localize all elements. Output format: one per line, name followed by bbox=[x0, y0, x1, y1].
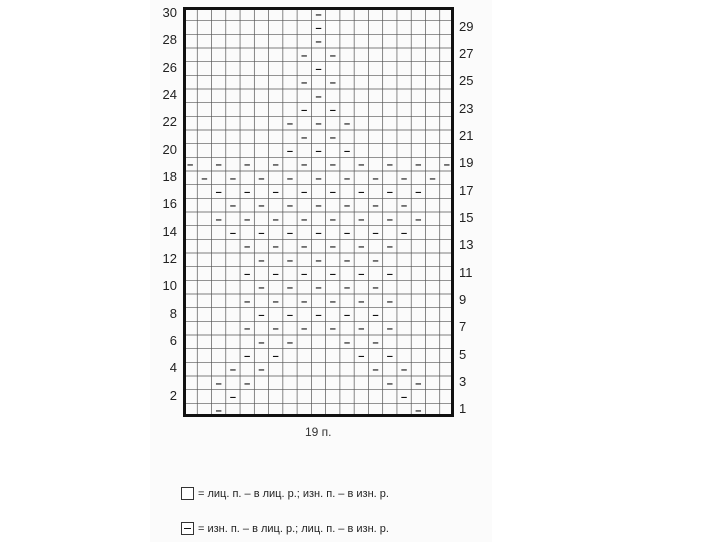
purl-stitch-mark: – bbox=[244, 295, 251, 308]
purl-stitch-mark: – bbox=[401, 200, 408, 213]
purl-stitch-mark: – bbox=[315, 254, 322, 267]
purl-stitch-mark: – bbox=[229, 172, 236, 185]
purl-stitch-mark: – bbox=[244, 159, 251, 172]
purl-stitch-mark: – bbox=[372, 336, 379, 349]
purl-cell-icon bbox=[181, 522, 194, 535]
purl-stitch-mark: – bbox=[329, 323, 336, 336]
purl-stitch-mark: – bbox=[301, 295, 308, 308]
purl-stitch-mark: – bbox=[215, 159, 222, 172]
purl-stitch-mark: – bbox=[386, 213, 393, 226]
legend-purl bbox=[181, 522, 389, 535]
purl-stitch-mark: – bbox=[315, 90, 322, 103]
row-number-right: 21 bbox=[459, 127, 474, 143]
purl-stitch-mark: – bbox=[329, 268, 336, 281]
purl-stitch-mark: – bbox=[286, 172, 294, 185]
purl-stitch-mark: – bbox=[315, 63, 322, 76]
purl-stitch-mark: – bbox=[401, 391, 408, 404]
purl-stitch-mark: – bbox=[343, 254, 351, 267]
row-number-right: 13 bbox=[459, 237, 474, 253]
purl-stitch-mark: – bbox=[244, 241, 251, 254]
purl-stitch-mark: – bbox=[244, 268, 251, 281]
purl-stitch-mark: – bbox=[415, 186, 422, 199]
empty-cell-icon bbox=[181, 487, 194, 500]
purl-stitch-mark: – bbox=[258, 172, 265, 185]
purl-stitch-mark: – bbox=[301, 131, 308, 144]
row-number-left: 26 bbox=[162, 59, 177, 75]
purl-stitch-mark: – bbox=[415, 377, 422, 390]
row-number-right: 11 bbox=[459, 264, 473, 280]
purl-stitch-mark: – bbox=[429, 172, 436, 185]
purl-stitch-mark: – bbox=[358, 350, 365, 363]
row-number-right: 27 bbox=[459, 45, 474, 61]
purl-stitch-mark: – bbox=[372, 254, 379, 267]
purl-stitch-mark: – bbox=[386, 268, 393, 281]
row-number-right: 7 bbox=[459, 319, 467, 335]
legend-purl-text: = изн. п. – в лиц. р.; лиц. п. – в изн. р. bbox=[198, 522, 389, 535]
purl-stitch-mark: – bbox=[258, 254, 265, 267]
row-number-right: 19 bbox=[459, 155, 474, 171]
purl-stitch-mark: – bbox=[372, 172, 379, 185]
purl-stitch-mark: – bbox=[358, 241, 365, 254]
purl-stitch-mark: – bbox=[286, 227, 294, 240]
legend-knit-text: = лиц. п. – в лиц. р.; изн. п. – в изн. р. bbox=[198, 487, 389, 500]
purl-stitch-mark: – bbox=[272, 241, 279, 254]
purl-stitch-mark: – bbox=[372, 200, 379, 213]
row-number-left: 6 bbox=[169, 332, 177, 348]
row-number-right: 25 bbox=[459, 73, 474, 89]
purl-stitch-mark: – bbox=[244, 323, 251, 336]
purl-stitch-mark: – bbox=[372, 227, 379, 240]
purl-stitch-mark: – bbox=[315, 309, 322, 322]
purl-stitch-mark: – bbox=[286, 282, 294, 295]
purl-stitch-mark: – bbox=[401, 364, 408, 377]
purl-stitch-mark: – bbox=[315, 227, 322, 240]
purl-stitch-mark: – bbox=[272, 350, 279, 363]
purl-stitch-mark: – bbox=[229, 200, 236, 213]
row-number-left: 22 bbox=[162, 114, 177, 130]
purl-stitch-mark: – bbox=[329, 131, 336, 144]
purl-stitch-mark: – bbox=[401, 227, 408, 240]
purl-stitch-mark: – bbox=[229, 391, 236, 404]
legend-knit bbox=[181, 487, 389, 500]
row-number-right: 1 bbox=[459, 401, 467, 417]
purl-stitch-mark: – bbox=[215, 377, 222, 390]
purl-stitch-mark: – bbox=[286, 145, 294, 158]
purl-stitch-mark: – bbox=[258, 309, 265, 322]
purl-stitch-mark: – bbox=[201, 172, 208, 185]
row-number-left: 14 bbox=[162, 223, 177, 239]
purl-stitch-mark: – bbox=[415, 159, 422, 172]
purl-stitch-mark: – bbox=[258, 200, 265, 213]
row-number-right: 23 bbox=[459, 100, 474, 116]
purl-stitch-mark: – bbox=[286, 200, 294, 213]
purl-stitch-mark: – bbox=[315, 282, 322, 295]
purl-stitch-mark: – bbox=[286, 254, 294, 267]
purl-stitch-mark: – bbox=[329, 186, 336, 199]
purl-stitch-mark: – bbox=[443, 159, 450, 172]
row-number-left: 12 bbox=[162, 250, 177, 266]
row-number-right: 9 bbox=[459, 291, 467, 307]
purl-stitch-mark: – bbox=[272, 268, 279, 281]
purl-stitch-mark: – bbox=[229, 227, 236, 240]
purl-stitch-mark: – bbox=[229, 364, 236, 377]
purl-stitch-mark: – bbox=[187, 159, 194, 172]
purl-stitch-mark: – bbox=[272, 159, 279, 172]
purl-stitch-mark: – bbox=[272, 213, 279, 226]
row-number-right: 5 bbox=[459, 346, 467, 362]
row-number-right: 15 bbox=[459, 209, 474, 225]
row-number-left: 18 bbox=[162, 168, 177, 184]
purl-stitch-mark: – bbox=[343, 118, 351, 131]
purl-stitch-mark: – bbox=[386, 186, 393, 199]
purl-stitch-mark: – bbox=[401, 172, 408, 185]
row-number-right: 17 bbox=[459, 182, 474, 198]
purl-stitch-mark: – bbox=[301, 323, 308, 336]
row-number-left: 30 bbox=[162, 4, 177, 20]
purl-stitch-mark: – bbox=[315, 8, 322, 21]
purl-stitch-mark: – bbox=[301, 241, 308, 254]
purl-stitch-mark: – bbox=[415, 405, 422, 417]
purl-stitch-mark: – bbox=[343, 172, 351, 185]
row-number-left: 20 bbox=[162, 141, 177, 157]
purl-stitch-mark: – bbox=[358, 213, 365, 226]
purl-stitch-mark: – bbox=[329, 77, 336, 90]
purl-stitch-mark: – bbox=[315, 145, 322, 158]
purl-stitch-mark: – bbox=[244, 377, 251, 390]
purl-stitch-mark: – bbox=[343, 282, 351, 295]
row-number-left: 28 bbox=[162, 32, 177, 48]
row-number-right: 29 bbox=[459, 18, 474, 34]
purl-stitch-mark: – bbox=[286, 336, 294, 349]
purl-stitch-mark: – bbox=[358, 268, 365, 281]
purl-stitch-mark: – bbox=[386, 350, 393, 363]
purl-stitch-mark: – bbox=[315, 200, 322, 213]
purl-stitch-mark: – bbox=[301, 213, 308, 226]
purl-stitch-mark: – bbox=[215, 213, 222, 226]
purl-stitch-mark: – bbox=[258, 364, 265, 377]
purl-stitch-mark: – bbox=[258, 282, 265, 295]
purl-stitch-mark: – bbox=[272, 186, 279, 199]
row-number-left: 4 bbox=[169, 360, 177, 376]
purl-stitch-mark: – bbox=[358, 186, 365, 199]
purl-stitch-mark: – bbox=[329, 241, 336, 254]
purl-stitch-mark: – bbox=[301, 186, 308, 199]
purl-stitch-mark: – bbox=[301, 77, 308, 90]
purl-stitch-mark: – bbox=[315, 118, 322, 131]
row-number-left: 24 bbox=[162, 86, 177, 102]
purl-stitch-mark: – bbox=[315, 22, 322, 35]
purl-stitch-mark: – bbox=[372, 309, 379, 322]
purl-stitch-mark: – bbox=[301, 104, 308, 117]
purl-stitch-mark: – bbox=[329, 49, 336, 62]
row-number-left: 16 bbox=[162, 196, 177, 212]
purl-stitch-mark: – bbox=[343, 145, 351, 158]
purl-stitch-mark: – bbox=[258, 227, 265, 240]
purl-stitch-mark: – bbox=[329, 295, 336, 308]
purl-stitch-mark: – bbox=[358, 323, 365, 336]
purl-stitch-mark: – bbox=[272, 323, 279, 336]
purl-stitch-mark: – bbox=[244, 350, 251, 363]
purl-stitch-mark: – bbox=[415, 213, 422, 226]
row-number-left: 2 bbox=[169, 387, 177, 403]
purl-stitch-mark: – bbox=[343, 309, 351, 322]
chart-grid bbox=[183, 7, 454, 417]
purl-stitch-mark: – bbox=[343, 336, 351, 349]
knitting-chart bbox=[183, 7, 454, 417]
purl-stitch-mark: – bbox=[386, 323, 393, 336]
row-number-right: 3 bbox=[459, 373, 467, 389]
purl-stitch-mark: – bbox=[315, 36, 322, 49]
purl-stitch-mark: – bbox=[244, 213, 251, 226]
purl-stitch-mark: – bbox=[329, 213, 336, 226]
purl-stitch-mark: – bbox=[372, 364, 379, 377]
purl-stitch-mark: – bbox=[286, 118, 294, 131]
purl-stitch-mark: – bbox=[386, 377, 393, 390]
purl-stitch-mark: – bbox=[301, 159, 308, 172]
purl-stitch-mark: – bbox=[272, 295, 279, 308]
stitch-count-label: 19 п. bbox=[305, 425, 332, 439]
purl-stitch-mark: – bbox=[358, 159, 365, 172]
purl-stitch-mark: – bbox=[386, 241, 393, 254]
purl-stitch-mark: – bbox=[343, 227, 351, 240]
row-number-left: 10 bbox=[162, 278, 177, 294]
purl-stitch-mark: – bbox=[215, 405, 222, 417]
purl-stitch-mark: – bbox=[215, 186, 222, 199]
purl-stitch-mark: – bbox=[358, 295, 365, 308]
purl-stitch-mark: – bbox=[315, 172, 322, 185]
purl-stitch-mark: – bbox=[386, 159, 393, 172]
purl-stitch-mark: – bbox=[329, 159, 336, 172]
purl-stitch-mark: – bbox=[244, 186, 251, 199]
purl-stitch-mark: – bbox=[343, 200, 351, 213]
purl-stitch-mark: – bbox=[372, 282, 379, 295]
purl-stitch-mark: – bbox=[258, 336, 265, 349]
purl-stitch-mark: – bbox=[301, 268, 308, 281]
purl-stitch-mark: – bbox=[286, 309, 294, 322]
purl-stitch-mark: – bbox=[386, 295, 393, 308]
purl-stitch-mark: – bbox=[329, 104, 336, 117]
row-number-left: 8 bbox=[169, 305, 177, 321]
purl-stitch-mark: – bbox=[301, 49, 308, 62]
